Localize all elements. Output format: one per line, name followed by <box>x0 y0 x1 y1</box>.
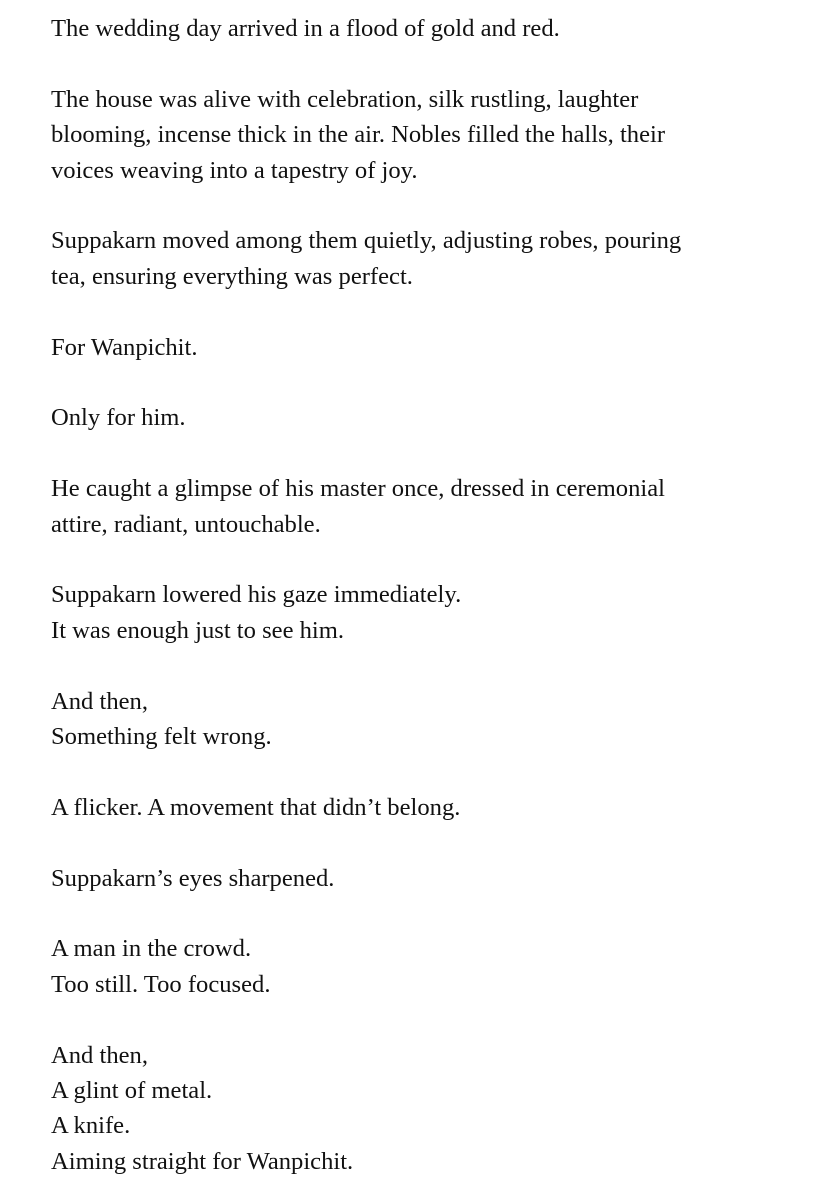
paragraph-gap <box>51 294 791 329</box>
paragraph-gap <box>51 896 791 931</box>
paragraph-gap <box>51 46 791 81</box>
paragraph <box>51 400 791 435</box>
paragraph-gap <box>51 648 791 683</box>
paragraph-gap <box>51 1002 791 1037</box>
paragraph <box>51 861 791 896</box>
paragraph <box>51 11 791 46</box>
paragraph <box>51 1038 791 1180</box>
paragraph <box>51 684 791 755</box>
text-line: tea, ensuring everything was perfect. <box>51 262 413 290</box>
paragraph-gap <box>51 542 791 577</box>
paragraph-gap <box>51 825 791 860</box>
paragraph <box>51 790 791 825</box>
text-line: For Wanpichit. <box>51 333 198 361</box>
text-line: voices weaving into a tapestry of joy. <box>51 156 418 184</box>
paragraph <box>51 82 791 188</box>
paragraph-gap <box>51 188 791 223</box>
story-text <box>51 11 791 1179</box>
text-line: Suppakarn’s eyes sharpened. <box>51 864 335 892</box>
text-line: And then, <box>51 687 148 715</box>
paragraph <box>51 931 791 1002</box>
text-line: A glint of metal. <box>51 1077 213 1105</box>
paragraph <box>51 471 791 542</box>
text-line: Only for him. <box>51 404 186 432</box>
text-line: And then, <box>51 1041 148 1069</box>
text-line: The house was alive with celebration, silk rustling, laughter <box>51 85 639 113</box>
text-line: Suppakarn lowered his gaze immediately. <box>51 581 462 609</box>
text-line: A man in the crowd. <box>51 935 252 963</box>
text-line: The wedding day arrived in a flood of gold and red. <box>51 15 560 42</box>
text-line: A knife. <box>51 1112 131 1140</box>
text-line: attire, radiant, untouchable. <box>51 510 321 538</box>
text-line: Too still. Too focused. <box>51 970 271 998</box>
text-line: Something felt wrong. <box>51 723 272 751</box>
paragraph <box>51 577 791 648</box>
paragraph <box>51 330 791 365</box>
text-line: A flicker. A movement that didn’t belong. <box>51 793 461 821</box>
paragraph-gap <box>51 365 791 400</box>
paragraph-gap <box>51 754 791 789</box>
text-line: Suppakarn moved among them quietly, adjusting robes, pouring <box>51 227 682 255</box>
text-line: Aiming straight for Wanpichit. <box>51 1147 354 1175</box>
text-line: blooming, incense thick in the air. Nobles filled the halls, their <box>51 121 666 149</box>
text-line: He caught a glimpse of his master once, dressed in ceremonial <box>51 475 665 503</box>
paragraph-gap <box>51 436 791 471</box>
paragraph <box>51 223 791 294</box>
text-line: It was enough just to see him. <box>51 616 345 644</box>
